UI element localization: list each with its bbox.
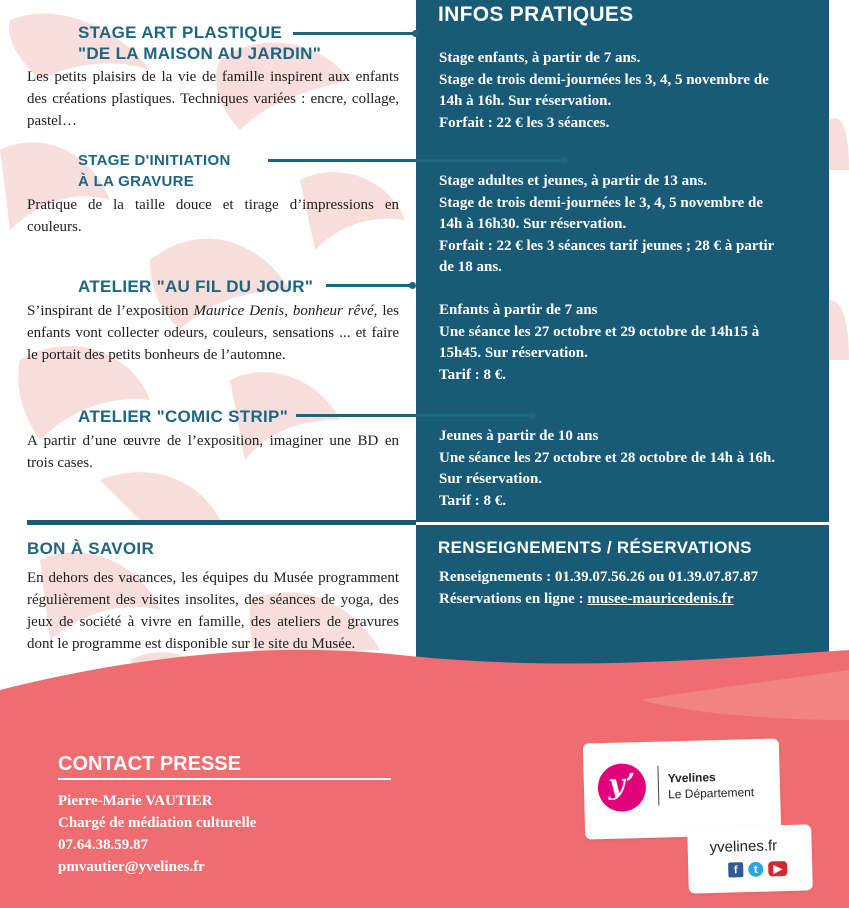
online-reservation-line [439, 589, 824, 611]
logo-name: Yvelines [667, 770, 716, 786]
website-link[interactable]: musee-mauricedenis.fr [587, 590, 734, 607]
info-line: Une séance les 27 octobre et 29 octobre de 14h15 à [439, 323, 760, 340]
yvelines-logo-card [583, 738, 781, 839]
infos-pratiques-heading: INFOS PRATIQUES [438, 3, 634, 26]
info-line: Jeunes à partir de 10 ans [439, 428, 599, 444]
section-description: Pratique de la taille douce et tirage d’impressions en couleurs. [27, 197, 399, 235]
info-line: 14h à 16h. Sur réservation. [439, 93, 612, 109]
section-description [27, 300, 399, 366]
text-part: , les enfants vont collecter odeurs, couleurs, sensations ... et faire le portait des petits bonheurs de l’automne. [27, 303, 400, 363]
info-line: Stage adultes et jeunes, à partir de 13 ans. [439, 173, 708, 189]
section-title-art-plastique [78, 22, 321, 64]
bon-a-savoir-title [27, 538, 154, 559]
text-part: S’inspirant de l’exposition [27, 303, 194, 319]
yvelines-logo-icon [597, 763, 646, 812]
twitter-icon[interactable]: t [748, 862, 763, 877]
contact-presse-title: CONTACT PRESSE [58, 753, 241, 775]
social-icons [728, 861, 787, 878]
contact-email[interactable]: pmvautier@yvelines.fr [58, 859, 205, 875]
youtube-icon[interactable]: ▶ [768, 861, 787, 876]
website-url[interactable]: yvelines.fr [709, 837, 778, 857]
logo-subtitle: Le Département [667, 785, 755, 802]
section-title-au-fil-du-jour [78, 276, 313, 297]
connector-line [293, 32, 417, 35]
title-line: À LA GRAVURE [78, 173, 195, 190]
reservation-label: Réservations en ligne : [439, 590, 588, 607]
info-line: Enfants à partir de 7 ans [439, 302, 598, 318]
section-divider [27, 520, 417, 525]
title-line: BON À SAVOIR [27, 539, 155, 558]
section-title-gravure [78, 150, 231, 192]
logo-mark: y’ [607, 767, 636, 801]
section-info [439, 48, 824, 134]
connector-line [296, 414, 534, 417]
contact-phone[interactable]: 07.64.38.59.87 [58, 837, 148, 853]
contact-name: Pierre-Marie VAUTIER [58, 793, 213, 809]
bon-a-savoir-text: En dehors des vacances, les équipes du Musée programment régulièrement des visites insolites, des séances de yoga, des jeux de société à vivre en famille, des ateliers de gravures dont le programme est disponible sur le site du Musée. [27, 570, 399, 652]
info-line: Stage de trois demi-journées le 3, 4, 5 novembre de [439, 194, 763, 211]
info-line: Tarif : 8 €. [439, 492, 506, 509]
phone-line: Renseignements : 01.39.07.56.26 ou 01.39.07.87.87 [439, 569, 759, 585]
section-info [439, 171, 824, 279]
info-line: de 18 ans. [439, 259, 502, 275]
section-description: A partir d’une œuvre de l’exposition, imaginer une BD en trois cases. [27, 433, 399, 471]
info-line: 15h45. Sur réservation. [439, 345, 588, 361]
info-line: Sur réservation. [439, 471, 543, 487]
title-line: STAGE D'INITIATION [78, 152, 231, 169]
title-line: "DE LA MAISON AU JARDIN" [78, 44, 322, 63]
section-divider [416, 522, 829, 525]
renseignements-heading: RENSEIGNEMENTS / RÉSERVATIONS [438, 538, 752, 557]
info-line: Forfait : 22 € les 3 séances tarif jeunes ; 28 € à partir [439, 237, 775, 254]
social-card [687, 824, 813, 893]
title-line: ATELIER "COMIC STRIP" [78, 407, 289, 426]
section-info [439, 426, 824, 512]
contact-underline [58, 778, 391, 780]
section-description: Les petits plaisirs de la vie de famille inspirent aux enfants des créations plastiques. Techniques variées : encre, collage, pastel… [27, 69, 399, 129]
facebook-icon[interactable]: f [728, 862, 743, 877]
section-title-comic-strip [78, 406, 288, 427]
info-line: Forfait : 22 € les 3 séances. [439, 114, 610, 131]
renseignements-info [439, 567, 824, 610]
logo-separator [657, 766, 659, 806]
contact-role: Chargé de médiation culturelle [58, 815, 257, 831]
section-info [439, 300, 824, 386]
connector-line [268, 159, 566, 162]
title-line: ATELIER "AU FIL DU JOUR" [78, 277, 314, 296]
contact-details [58, 790, 256, 878]
connector-line [326, 284, 414, 287]
exhibition-title: Maurice Denis, bonheur rêvé [193, 303, 374, 319]
info-line: Une séance les 27 octobre et 28 octobre de 14h à 16h. [439, 449, 776, 466]
info-line: Stage enfants, à partir de 7 ans. [439, 50, 641, 66]
info-line: Stage de trois demi-journées les 3, 4, 5 novembre de [439, 71, 769, 88]
title-line: STAGE ART PLASTIQUE [78, 23, 283, 42]
info-line: 14h à 16h30. Sur réservation. [439, 216, 627, 232]
info-line: Tarif : 8 €. [439, 366, 506, 383]
